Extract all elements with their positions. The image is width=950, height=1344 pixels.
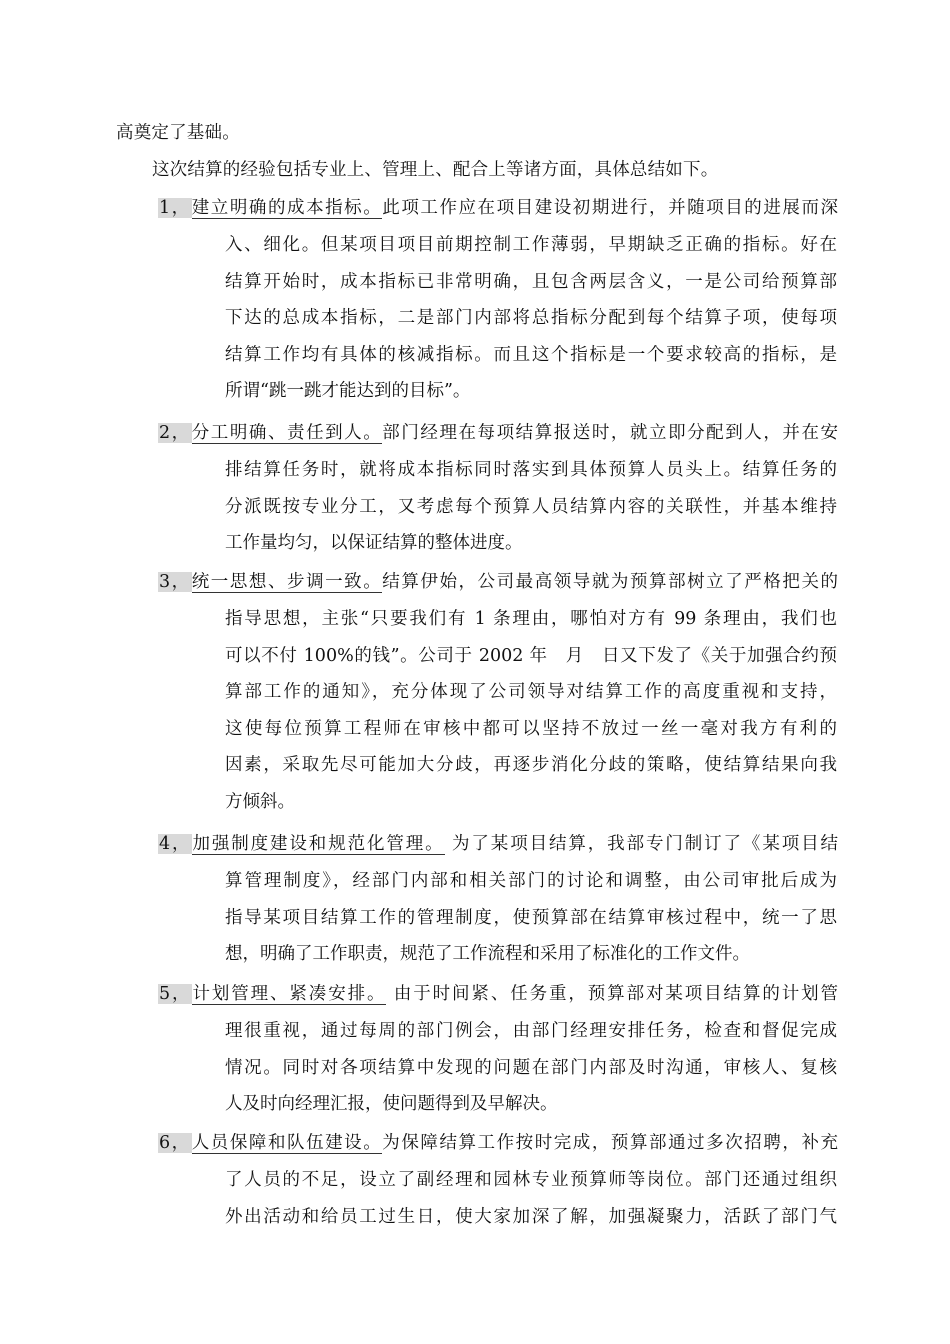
body-line: 了人员的不足，设立了副经理和园林专业预算师等岗位。部门还通过组织 bbox=[225, 1170, 837, 1190]
body-line: 指导某项目结算工作的管理制度，使预算部在结算审核过程中，统一了思 bbox=[225, 907, 837, 928]
body-line: 可以不付 100%的钱”。公司于 2002 年 月 日又下发了《关于加强合约预 bbox=[225, 645, 837, 666]
body-line: 想，明确了工作职责，规范了工作流程和采用了标准化的工作文件。 bbox=[225, 944, 750, 964]
item-head-text: 为保障结算工作按时完成，预算部通过多次招聘，补充 bbox=[382, 1133, 839, 1153]
list-item-body bbox=[225, 233, 837, 416]
body-line: 所谓“跳一跳才能达到的目标”。 bbox=[225, 381, 471, 401]
body-line: 结算开始时，成本指标已非常明确，且包含两层含义，一是公司给预算部 bbox=[225, 271, 837, 292]
item-title: 统一思想、步调一致。 bbox=[191, 572, 383, 592]
item-title: 分工明确、责任到人。 bbox=[191, 423, 383, 443]
list-item-head bbox=[158, 1131, 838, 1155]
body-line: 外出活动和给员工过生日，使大家加深了解，加强凝聚力，活跃了部门气 bbox=[225, 1206, 837, 1227]
item-number: 1， bbox=[159, 198, 191, 218]
list-item-body bbox=[225, 607, 837, 826]
list-item-body bbox=[225, 869, 837, 979]
body-line: 分派既按专业分工，又考虑每个预算人员结算内容的关联性，并基本维持 bbox=[225, 496, 837, 517]
list-item-head bbox=[158, 421, 838, 445]
body-line: 方倾斜。 bbox=[225, 791, 295, 812]
item-head-text: 部门经理在每项结算报送时，就立即分配到人，并在安 bbox=[382, 423, 839, 443]
list-item-head bbox=[158, 832, 838, 856]
body-line: 情况。同时对各项结算中发现的问题在部门内部及时沟通，审核人、复核 bbox=[225, 1057, 837, 1078]
item-head-text: 由于时间紧、任务重，预算部对某项目结算的计划管 bbox=[386, 984, 839, 1004]
list-item-head bbox=[158, 196, 838, 220]
body-line: 理很重视，通过每周的部门例会，由部门经理安排任务，检查和督促完成 bbox=[225, 1021, 837, 1041]
body-line: 结算工作均有具体的核减指标。而且这个指标是一个要求较高的指标，是 bbox=[225, 344, 837, 365]
list-item-body bbox=[225, 1168, 837, 1241]
list-item-body bbox=[225, 458, 837, 568]
item-title: 建立明确的成本指标。 bbox=[191, 198, 383, 218]
item-number: 2， bbox=[159, 423, 191, 443]
body-line: 下达的总成本指标，二是部门内部将总指标分配到每个结算子项，使每项 bbox=[225, 308, 837, 328]
list-item-head bbox=[158, 570, 838, 594]
body-line: 排结算任务时，就将成本指标同时落实到具体预算人员头上。结算任务的 bbox=[225, 460, 837, 480]
item-head-text: 结算伊始，公司最高领导就为预算部树立了严格把关的 bbox=[382, 572, 839, 592]
item-title: 人员保障和队伍建设。 bbox=[191, 1133, 383, 1153]
summary-line: 这次结算的经验包括专业上、管理上、配合上等诸方面，具体总结如下。 bbox=[152, 160, 719, 180]
intro-line: 高奠定了基础。 bbox=[116, 123, 240, 143]
body-line: 入、细化。但某项目项目前期控制工作薄弱，早期缺乏正确的指标。好在 bbox=[225, 235, 837, 255]
item-number: 3， bbox=[159, 572, 191, 592]
body-line: 算部工作的通知》，充分体现了公司领导对结算工作的高度重视和支持， bbox=[225, 682, 837, 702]
item-title: 加强制度建设和规范化管理。 bbox=[192, 834, 445, 854]
body-line: 工作量均匀，以保证结算的整体进度。 bbox=[225, 533, 523, 553]
item-head-text: 为了某项目结算，我部专门制订了《某项目结 bbox=[444, 834, 839, 854]
body-line: 因素，采取先尽可能加大分歧，再逐步消化分歧的策略，使结算结果向我 bbox=[225, 755, 837, 775]
item-head-text: 此项工作应在项目建设初期进行，并随项目的进展而深 bbox=[382, 198, 839, 218]
item-title: 计划管理、紧凑安排。 bbox=[192, 984, 387, 1004]
item-number: 5， bbox=[159, 984, 192, 1004]
body-line: 这使每位预算工程师在审核中都可以坚持不放过一丝一毫对我方有利的 bbox=[225, 718, 837, 739]
body-line: 指导思想，主张“只要我们有 1 条理由，哪怕对方有 99 条理由，我们也 bbox=[225, 609, 837, 629]
body-line: 算管理制度》，经部门内部和相关部门的讨论和调整，由公司审批后成为 bbox=[225, 871, 837, 891]
list-item-body bbox=[225, 1019, 837, 1129]
list-item-head bbox=[158, 982, 838, 1006]
item-number: 4， bbox=[159, 834, 192, 854]
item-number: 6， bbox=[159, 1133, 191, 1153]
body-line: 人及时向经理汇报，使问题得到及早解决。 bbox=[225, 1094, 558, 1114]
